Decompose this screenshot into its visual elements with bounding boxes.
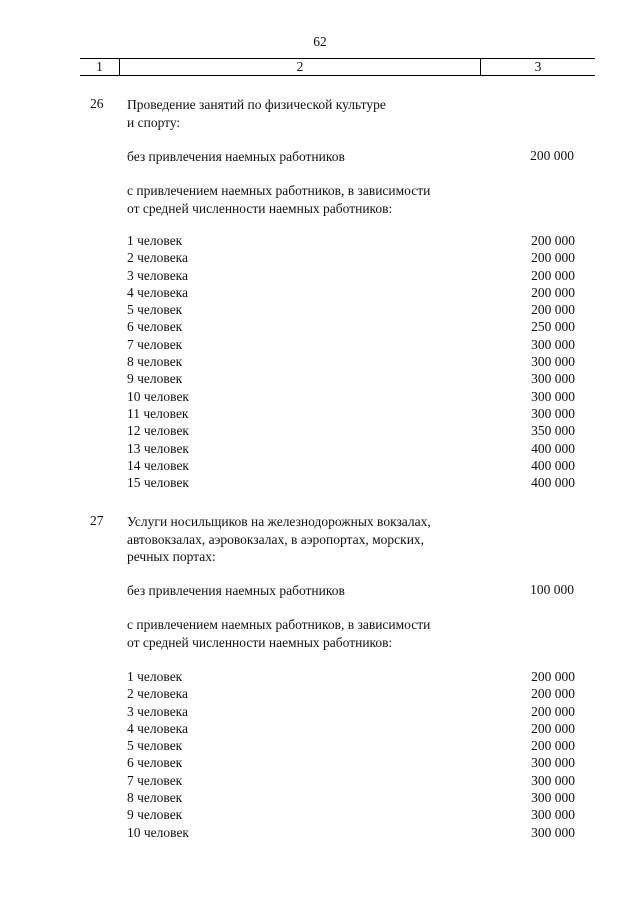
rate-row-value: 200 000 (531, 250, 575, 266)
rate-row-value: 300 000 (531, 790, 575, 806)
section-27-title-line3: речных портах: (127, 549, 216, 564)
section-27-title-line2: автовокзалах, аэровокзалах, в аэропортах, морских, (127, 531, 425, 547)
section-26-no-workers-value: 200 000 (530, 148, 574, 163)
rate-row-value: 250 000 (531, 319, 575, 335)
page-number: 62 (313, 34, 327, 49)
rate-row-value: 300 000 (531, 772, 575, 788)
section-27-no-workers-value: 100 000 (530, 582, 574, 597)
rate-row-label: 9 человек (127, 371, 183, 387)
rate-row (127, 336, 575, 353)
rate-row (127, 405, 575, 422)
rate-row-value: 400 000 (531, 475, 575, 491)
rate-row (127, 474, 575, 491)
section-26-title-line2: и спорту: (127, 114, 181, 130)
rate-row-label: 3 человека (127, 703, 189, 719)
rate-row-value: 300 000 (531, 371, 575, 387)
column-header-2: 2 (120, 59, 481, 75)
rate-row-label: 5 человек (127, 302, 183, 318)
rate-row (127, 301, 575, 318)
column-header-row (80, 58, 595, 76)
rate-row-label: 7 человек (127, 336, 183, 352)
rate-row-value: 200 000 (531, 720, 575, 736)
rate-row-label: 14 человек (127, 457, 189, 473)
rate-row-label: 15 человек (127, 475, 189, 491)
rate-row-label: 9 человек (127, 807, 183, 823)
rate-row-value: 400 000 (531, 440, 575, 456)
rate-row-label: 5 человек (127, 738, 183, 754)
rate-row (127, 772, 575, 789)
rate-row-value: 400 000 (531, 457, 575, 473)
section-27-with-workers-text (127, 616, 430, 651)
rate-row-value: 300 000 (531, 354, 575, 370)
rate-row-label: 11 человек (127, 405, 189, 421)
section-26-no-workers-label: без привлечения наемных работников (127, 149, 345, 164)
rate-row (127, 249, 575, 266)
section-27-title-line1: Услуги носильщиков на железнодорожных вокзалах, (127, 514, 431, 529)
rate-row (127, 737, 575, 754)
rate-row-label: 2 человека (127, 686, 189, 702)
rate-row-label: 2 человека (127, 250, 189, 266)
rate-row (127, 318, 575, 335)
rate-row-label: 8 человек (127, 354, 183, 370)
rate-row-value: 200 000 (531, 738, 575, 754)
section-27-rows (127, 668, 575, 841)
rate-row-value: 200 000 (531, 233, 575, 248)
rate-row (127, 824, 575, 841)
rate-row-value: 200 000 (531, 669, 575, 684)
section-26-with-workers-line2: от средней численности наемных работников: (127, 200, 393, 216)
section-27-no-workers-label: без привлечения наемных работников (127, 583, 345, 598)
section-27-with-workers-line1: с привлечением наемных работников, в зависимости (127, 617, 431, 632)
section-26-with-workers-line1: с привлечением наемных работников, в зависимости (127, 183, 431, 198)
rate-row (127, 440, 575, 457)
rate-row-label: 6 человек (127, 755, 183, 771)
section-27-with-workers-line2: от средней численности наемных работников: (127, 634, 393, 650)
rate-row-value: 200 000 (531, 686, 575, 702)
rate-row (127, 370, 575, 387)
rate-row-label: 6 человек (127, 319, 183, 335)
rate-row-value: 300 000 (531, 824, 575, 840)
section-26-rows (127, 232, 575, 491)
rate-row-label: 1 человек (127, 669, 183, 684)
rate-row-label: 1 человек (127, 233, 183, 248)
section-26-title (127, 96, 386, 131)
rate-row-value: 300 000 (531, 336, 575, 352)
rate-row (127, 806, 575, 823)
rate-row (127, 668, 575, 685)
section-26-with-workers-text (127, 182, 430, 217)
rate-row (127, 457, 575, 474)
rate-row-label: 8 человек (127, 790, 183, 806)
rate-row-value: 350 000 (531, 423, 575, 439)
rate-row-value: 200 000 (531, 284, 575, 300)
rate-row-value: 300 000 (531, 405, 575, 421)
rate-row-label: 3 человека (127, 267, 189, 283)
rate-row (127, 353, 575, 370)
rate-row (127, 789, 575, 806)
section-27-number: 27 (90, 513, 104, 528)
rate-row-label: 13 человек (127, 440, 189, 456)
rate-row-label: 12 человек (127, 423, 189, 439)
section-26-number: 26 (90, 96, 104, 111)
rate-row (127, 685, 575, 702)
rate-row-value: 300 000 (531, 807, 575, 823)
rate-row (127, 754, 575, 771)
rate-row (127, 388, 575, 405)
column-header-1: 1 (80, 59, 120, 75)
rate-row (127, 232, 575, 249)
rate-row (127, 720, 575, 737)
rate-row-value: 200 000 (531, 302, 575, 318)
rate-row (127, 284, 575, 301)
rate-row-value: 200 000 (531, 703, 575, 719)
rate-row (127, 422, 575, 439)
rate-row-label: 10 человек (127, 824, 189, 840)
rate-row-value: 300 000 (531, 388, 575, 404)
rate-row (127, 267, 575, 284)
rate-row-label: 4 человека (127, 284, 189, 300)
rate-row-label: 4 человека (127, 720, 189, 736)
rate-row-label: 7 человек (127, 772, 183, 788)
rate-row (127, 703, 575, 720)
rate-row-value: 300 000 (531, 755, 575, 771)
section-26-title-line1: Проведение занятий по физической культуре (127, 97, 386, 112)
rate-row-value: 200 000 (531, 267, 575, 283)
rate-row-label: 10 человек (127, 388, 189, 404)
column-header-3: 3 (534, 59, 542, 74)
section-27-title (127, 513, 431, 566)
